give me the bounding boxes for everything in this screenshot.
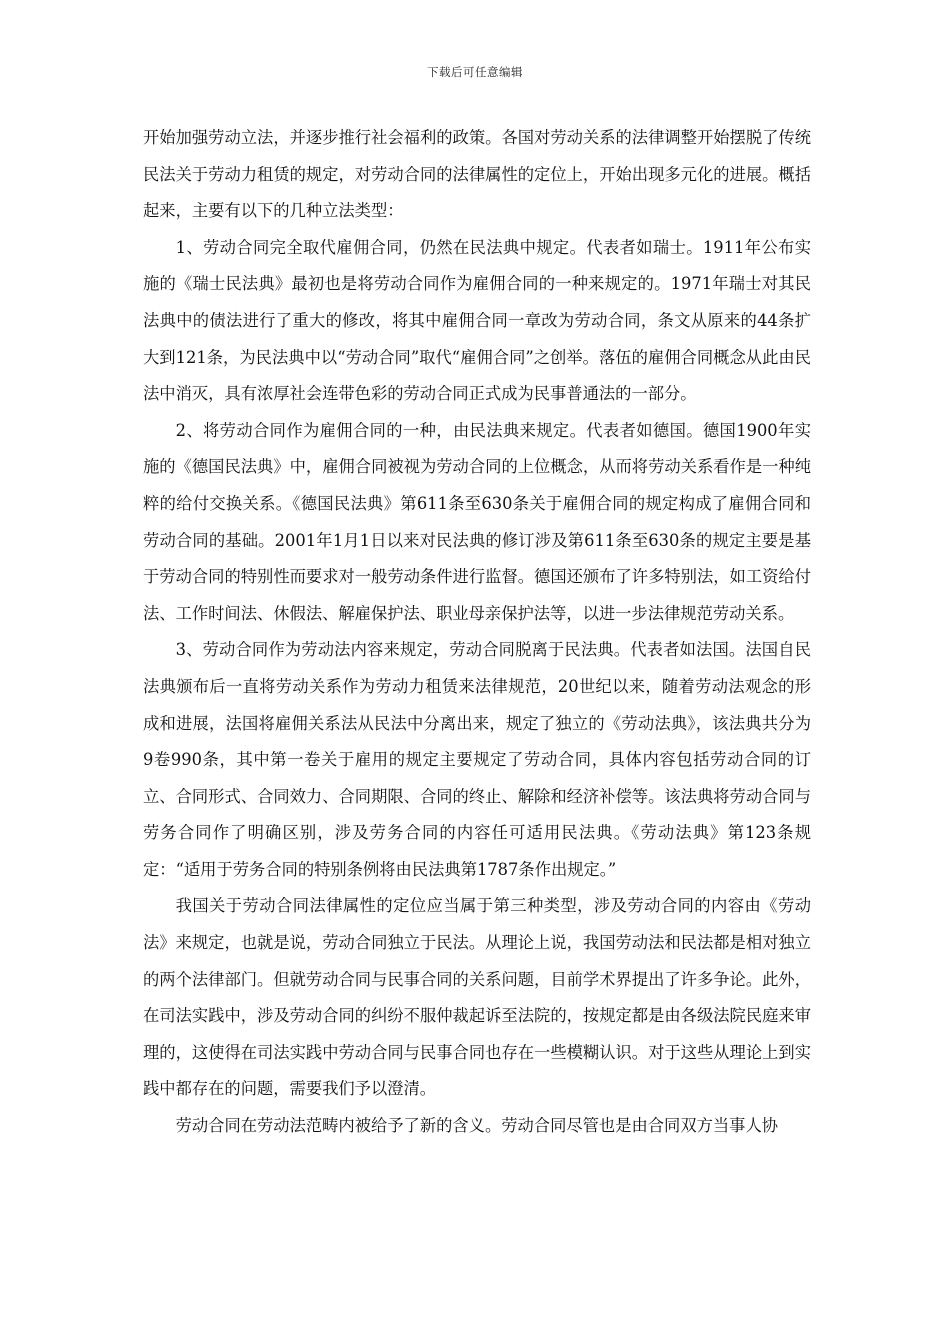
paragraph-labor-contract-meaning: 劳动合同在劳动法范畴内被给予了新的含义。劳动合同尽管也是由合同双方当事人协 (175, 1116, 779, 1136)
paragraph-type-3-france: 3、劳动合同作为劳动法内容来规定，劳动合同脱离于民法典。代表者如法国。法国自民法典颁布后一直将劳动关系作为劳动力租赁来法律规范，20世纪以来，随着劳动法观念的形成和进展，法国将雇佣关系法从民法中分离出来，规定了独立的《劳动法典》，该法典共分为9卷990条，其中第一卷关于雇用的规定主要规定了劳动合同，具体内容包括劳动合同的订立、合同形式、合同效力、合同期限、合同的终止、解除和经济补偿等。该法典将劳动合同与劳务合同作了明确区别，涉及劳务合同的内容任可适用民法典。《劳动法典》第123条规定：“适用于劳务合同的特别条例将由民法典第1787条作出规定。” (143, 640, 811, 879)
paragraph-type-1-switzerland: 1、劳动合同完全取代雇佣合同，仍然在民法典中规定。代表者如瑞士。1911年公布实施的《瑞士民法典》最初也是将劳动合同作为雇佣合同的一种来规定的。1971年瑞士对其民法典中的债法进行了重大的修改，将其中雇佣合同一章改为劳动合同，条文从原来的44条扩大到121条，为民法典中以“劳动合同”取代“雇佣合同”之创举。落伍的雇佣合同概念从此由民法中消灭，具有浓厚社会连带色彩的劳动合同正式成为民事普通法的一部分。 (143, 237, 811, 404)
page-header: 下载后可任意编辑 (427, 65, 523, 79)
paragraph-china-position: 我国关于劳动合同法律属性的定位应当属于第三种类型，涉及劳动合同的内容由《劳动法》来规定，也就是说，劳动合同独立于民法。从理论上说，我国劳动法和民法都是相对独立的两个法律部门。但就劳动合同与民事合同的关系问题，目前学术界提出了许多争论。此外，在司法实践中，涉及劳动合同的纠纷不服仲裁起诉至法院的，按规定都是由各级法院民庭来审理的，这使得在司法实践中劳动合同与民事合同也存在一些模糊认识。对于这些从理论上到实践中都存在的问题，需要我们予以澄清。 (143, 896, 811, 1099)
paragraph-intro: 开始加强劳动立法，并逐步推行社会福利的政策。各国对劳动关系的法律调整开始摆脱了传统民法关于劳动力租赁的规定，对劳动合同的法律属性的定位上，开始出现多元化的进展。概括起来，主要有以下的几种立法类型： (143, 128, 811, 221)
paragraph-type-2-germany: 2、将劳动合同作为雇佣合同的一种，由民法典来规定。代表者如德国。德国1900年实施的《德国民法典》中，雇佣合同被视为劳动合同的上位概念，从而将劳动关系看作是一种纯粹的给付交换关系。《德国民法典》第611条至630条关于雇佣合同的规定构成了雇佣合同和劳动合同的基础。2001年1月1日以来对民法典的修订涉及第611条至630条的规定主要是基于劳动合同的特别性而要求对一般劳动条件进行监督。德国还颁布了许多特别法，如工资给付法、工作时间法、休假法、解雇保护法、职业母亲保护法等，以进一步法律规范劳动关系。 (143, 420, 811, 623)
document-body (143, 120, 811, 1145)
